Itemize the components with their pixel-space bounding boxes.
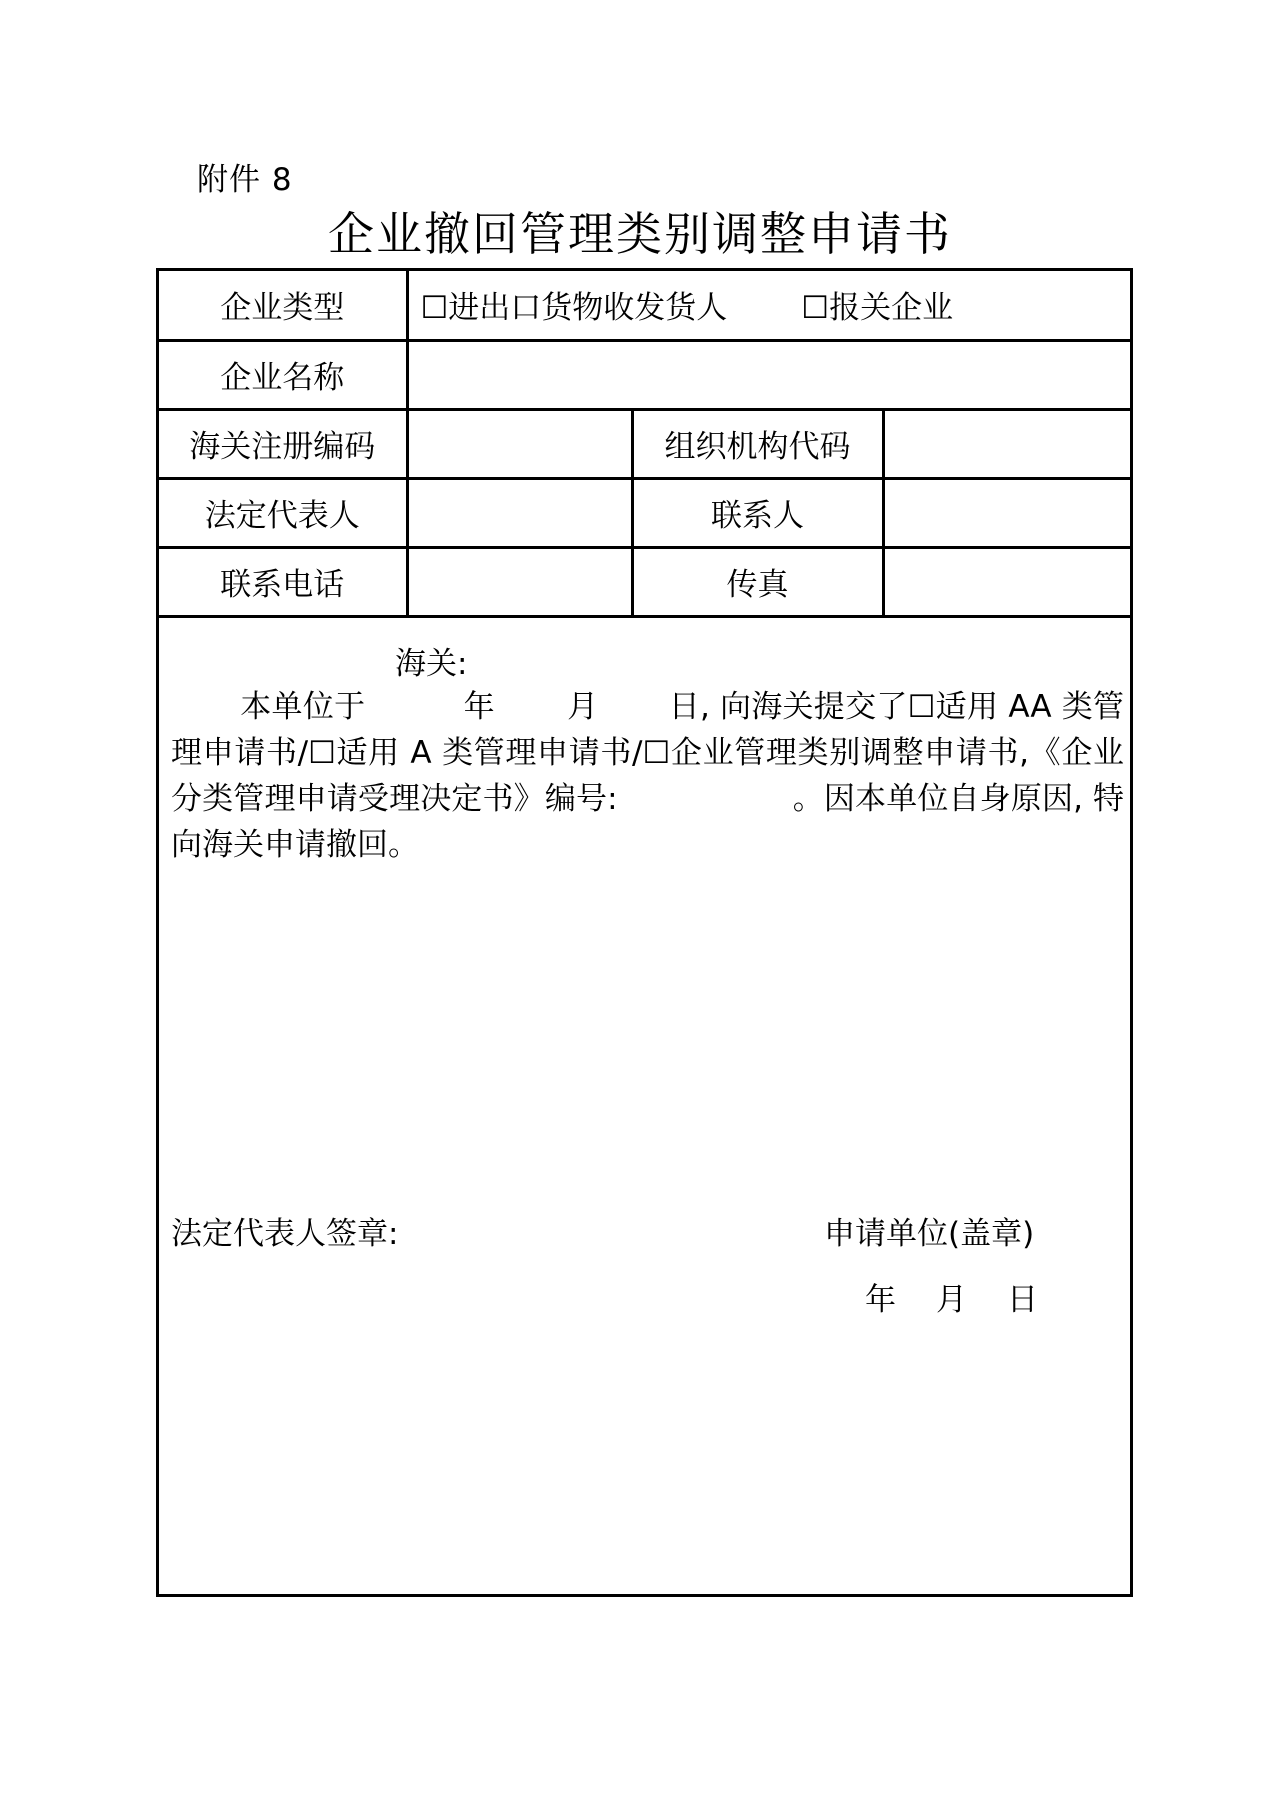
para-submission-text: , 向海关提交了☐适用 AA 类管理申请书/☐适用 A 类管理申请书/☐企业管理类别调整申请书,《企业分类管理申请受理决定书》编号: [171,689,1125,817]
field-customs-reg-code[interactable] [407,409,632,478]
label-legal-representative: 法定代表人 [159,478,407,547]
field-contact-person[interactable] [883,478,1130,547]
para-withdraw-text: 。因本单位自身原因, 特向海关申请撤回。 [171,781,1124,863]
field-org-code[interactable] [883,409,1130,478]
applicant-seal-label: 申请单位(盖章) [824,1216,1035,1252]
para-month: 月 [566,689,599,725]
application-paragraph [171,684,1124,868]
customs-salutation: 海关: [395,646,468,682]
field-phone[interactable] [407,547,632,616]
document-title: 企业撤回管理类别调整申请书 [328,207,952,261]
field-enterprise-name[interactable] [407,340,1130,409]
row-phone [159,547,1130,616]
date-day: 日 [1007,1282,1038,1318]
label-org-code: 组织机构代码 [632,409,883,478]
label-fax: 传真 [632,547,883,616]
para-year: 年 [463,689,495,725]
application-form [156,268,1133,1597]
label-contact-person: 联系人 [632,478,883,547]
label-enterprise-type: 企业类型 [159,271,407,340]
row-representative [159,478,1130,547]
label-phone: 联系电话 [159,547,407,616]
application-body [159,626,1130,1596]
legal-rep-signature-label: 法定代表人签章: [171,1216,399,1252]
row-enterprise-type [159,271,1130,340]
row-enterprise-name [159,340,1130,409]
option-importer-exporter[interactable]: ☐进出口货物收发货人 [420,290,728,327]
date-year: 年 [865,1282,896,1318]
field-fax[interactable] [883,547,1130,616]
para-day: 日 [668,689,700,725]
field-legal-representative[interactable] [407,478,632,547]
row-registration [159,409,1130,478]
option-customs-broker[interactable]: ☐报关企业 [801,290,954,327]
label-customs-reg-code: 海关注册编码 [159,409,407,478]
date-month: 月 [936,1282,967,1318]
label-enterprise-name: 企业名称 [159,340,407,409]
enterprise-type-options [407,271,1130,340]
attachment-label: 附件 8 [197,162,293,198]
enterprise-info-table [159,271,1130,618]
signature-date [865,1274,1038,1319]
para-intro: 本单位于 [240,689,366,725]
